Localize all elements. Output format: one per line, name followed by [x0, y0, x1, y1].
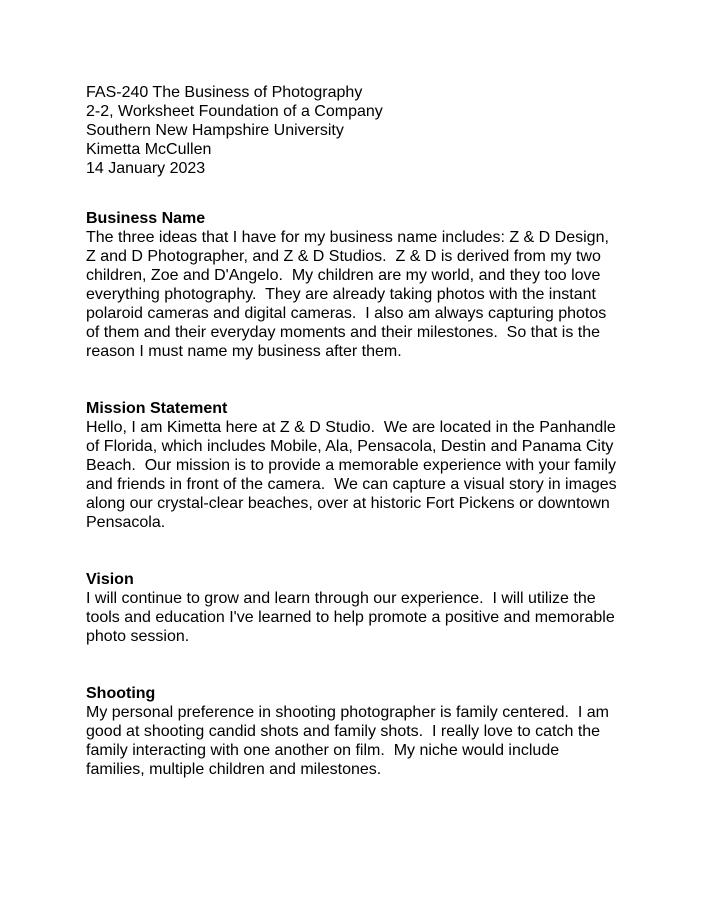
- section-shooting: [86, 684, 646, 779]
- paragraph-line: Hello, I am Kimetta here at Z & D Studio. We are located in the Panhandle: [86, 419, 616, 436]
- paragraph-line: photo session.: [86, 628, 190, 645]
- section-title: Shooting: [86, 685, 156, 702]
- paragraph-line: everything photography. They are already taking photos with the instant: [86, 286, 596, 303]
- document-header: [86, 83, 646, 178]
- paragraph-line: of Florida, which includes Mobile, Ala, Pensacola, Destin and Panama City: [86, 438, 614, 455]
- section-vision: [86, 570, 646, 646]
- paragraph-line: family interacting with one another on film. My niche would include: [86, 742, 560, 759]
- paragraph-line: and friends in front of the camera. We can capture a visual story in images: [86, 476, 617, 493]
- assignment-title: 2-2, Worksheet Foundation of a Company: [86, 103, 383, 120]
- paragraph-line: I will continue to grow and learn through our experience. I will utilize the: [86, 590, 596, 607]
- section-mission-statement: [86, 399, 646, 532]
- paragraph-line: polaroid cameras and digital cameras. I also am always capturing photos: [86, 305, 607, 322]
- paragraph-line: Z and D Photographer, and Z & D Studios. Z & D is derived from my two: [86, 248, 601, 265]
- paragraph-line: tools and education I've learned to help promote a positive and memorable: [86, 609, 615, 626]
- course-title: FAS-240 The Business of Photography: [86, 84, 363, 101]
- author-name: Kimetta McCullen: [86, 141, 212, 158]
- section-title: Vision: [86, 571, 134, 588]
- section-title: Mission Statement: [86, 400, 228, 417]
- paragraph-line: of them and their everyday moments and their milestones. So that is the: [86, 324, 601, 341]
- paragraph-line: along our crystal-clear beaches, over at historic Fort Pickens or downtown: [86, 495, 610, 512]
- document-date: 14 January 2023: [86, 160, 206, 177]
- paragraph-line: families, multiple children and milestones.: [86, 761, 382, 778]
- section-business-name: [86, 209, 646, 361]
- paragraph-line: reason I must name my business after them.: [86, 343, 402, 360]
- paragraph-line: good at shooting candid shots and family shots. I really love to catch the: [86, 723, 601, 740]
- paragraph-line: Pensacola.: [86, 514, 166, 531]
- paragraph-line: Beach. Our mission is to provide a memorable experience with your family: [86, 457, 616, 474]
- paragraph-line: My personal preference in shooting photographer is family centered. I am: [86, 704, 609, 721]
- paragraph-line: The three ideas that I have for my business name includes: Z & D Design,: [86, 229, 609, 246]
- paragraph-line: children, Zoe and D'Angelo. My children are my world, and they too love: [86, 267, 601, 284]
- section-title: Business Name: [86, 210, 206, 227]
- university-name: Southern New Hampshire University: [86, 122, 344, 139]
